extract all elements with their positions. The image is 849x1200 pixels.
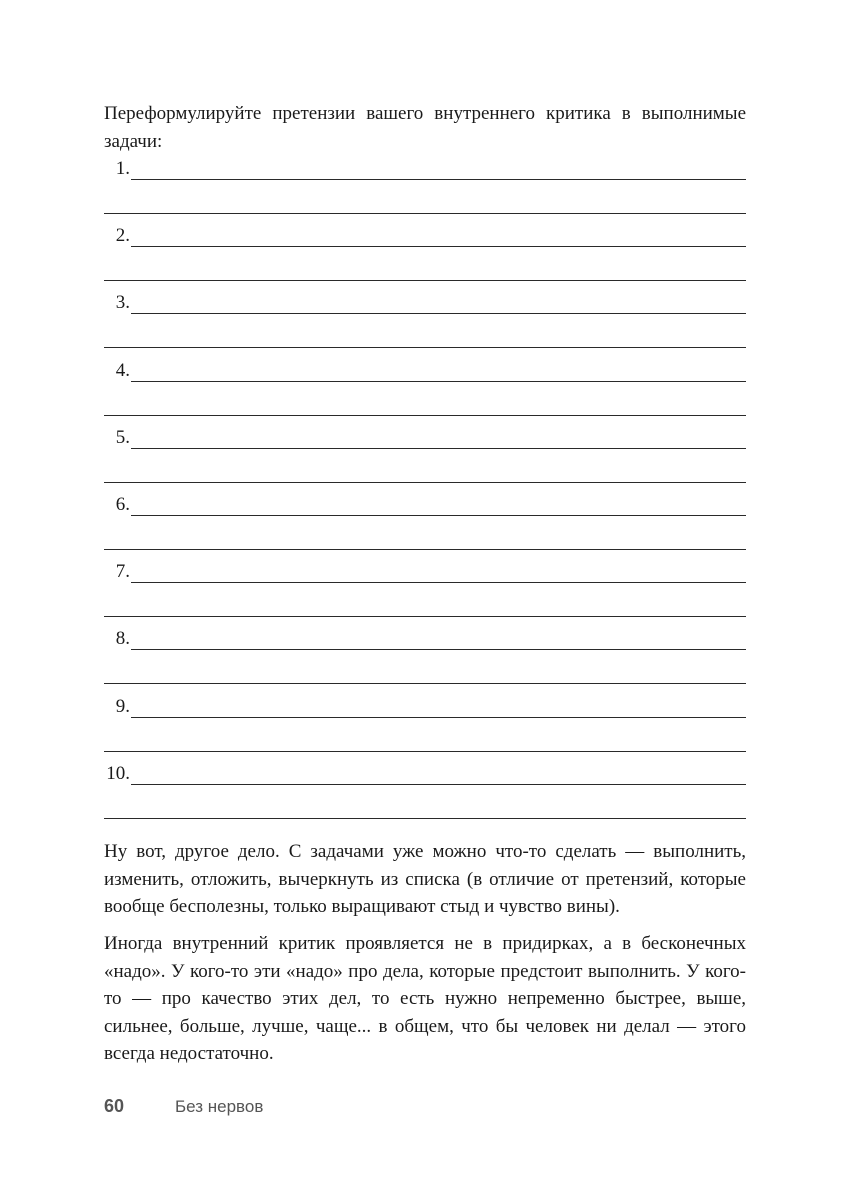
answer-item-7 bbox=[104, 553, 746, 620]
answer-line[interactable] bbox=[131, 560, 746, 583]
answer-line-continuation[interactable] bbox=[104, 818, 746, 819]
answer-item-3 bbox=[104, 284, 746, 351]
answer-number: 6. bbox=[115, 493, 130, 515]
answer-line-continuation[interactable] bbox=[104, 683, 746, 684]
answer-number: 8. bbox=[115, 628, 130, 650]
exercise-instruction: Переформулируйте претензии вашего внутреннего критика в выполнимые задачи: bbox=[104, 103, 746, 152]
answer-number: 2. bbox=[115, 225, 130, 247]
answer-line[interactable] bbox=[131, 762, 746, 785]
answer-line[interactable] bbox=[131, 493, 746, 516]
answer-line-continuation[interactable] bbox=[104, 415, 746, 416]
answer-number: 4. bbox=[115, 359, 130, 381]
answer-number: 7. bbox=[115, 561, 130, 583]
body-paragraph: Иногда внутренний критик проявляется не в придирках, а в бесконечных «надо». У кого-то эти «надо» про дела, которые предстоит выполнить. У кого-то — про качество этих дел, то есть нужно непременно быстрее, выше, сильнее, больше, лучше, чаще... в общем, что бы человек ни делал — этого всегда недостаточно. bbox=[104, 933, 746, 1064]
page-footer bbox=[104, 1096, 263, 1117]
answer-line-continuation[interactable] bbox=[104, 549, 746, 550]
answer-line[interactable] bbox=[131, 224, 746, 247]
answer-line[interactable] bbox=[131, 695, 746, 718]
exercise-answer-list bbox=[104, 150, 746, 822]
answer-number: 1. bbox=[115, 158, 130, 179]
answer-item-4 bbox=[104, 352, 746, 419]
running-title: Без нервов bbox=[175, 1097, 264, 1116]
answer-item-2 bbox=[104, 217, 746, 284]
answer-item-10 bbox=[104, 755, 746, 822]
answer-line-continuation[interactable] bbox=[104, 751, 746, 752]
answer-item-1 bbox=[104, 150, 746, 217]
answer-item-5 bbox=[104, 419, 746, 486]
answer-line-continuation[interactable] bbox=[104, 482, 746, 483]
body-paragraph: Ну вот, другое дело. С задачами уже можно что-то сделать — выполнить, изменить, отложить, вычеркнуть из списка (в отличие от претензий, которые вообще бесполезны, только выращивают стыд и чувство вины). bbox=[104, 841, 746, 917]
answer-line[interactable] bbox=[131, 627, 746, 650]
answer-number: 3. bbox=[115, 292, 130, 314]
answer-line[interactable] bbox=[131, 291, 746, 314]
answer-item-8 bbox=[104, 620, 746, 687]
answer-line-continuation[interactable] bbox=[104, 347, 746, 348]
answer-line-continuation[interactable] bbox=[104, 213, 746, 214]
answer-item-6 bbox=[104, 486, 746, 553]
answer-line[interactable] bbox=[131, 359, 746, 382]
page-number: 60 bbox=[104, 1096, 125, 1116]
answer-item-9 bbox=[104, 688, 746, 755]
answer-line[interactable] bbox=[131, 426, 746, 449]
answer-number: 10. bbox=[106, 762, 130, 784]
answer-line-continuation[interactable] bbox=[104, 616, 746, 617]
answer-line[interactable] bbox=[131, 157, 746, 180]
answer-number: 9. bbox=[115, 695, 130, 717]
answer-line-continuation[interactable] bbox=[104, 280, 746, 281]
answer-number: 5. bbox=[115, 426, 130, 448]
